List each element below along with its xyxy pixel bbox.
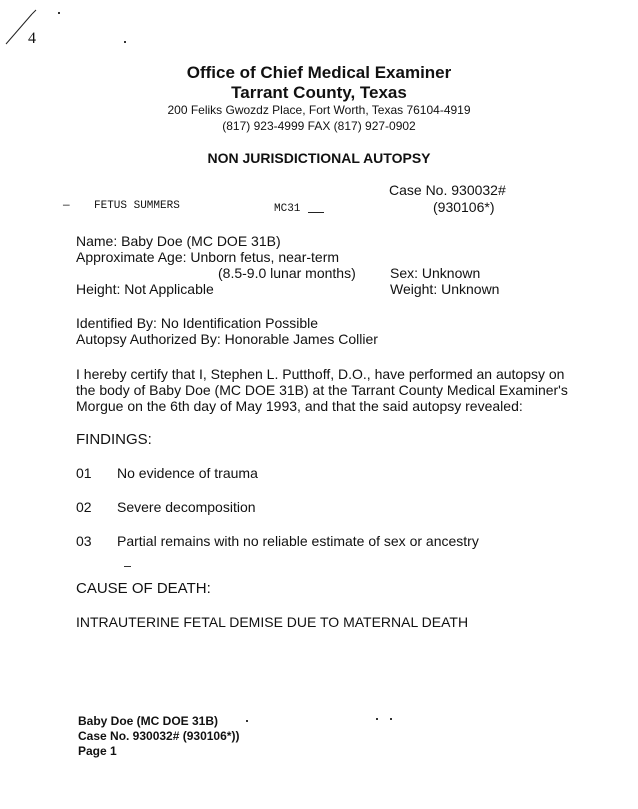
cause-of-death-heading: CAUSE OF DEATH: xyxy=(76,580,211,597)
certification-line: I hereby certify that I, Stephen L. Putthoff, D.O., have performed an autopsy on xyxy=(76,366,565,382)
identified-by: Identified By: No Identification Possible xyxy=(76,315,319,331)
alternate-case-number: (930106*) xyxy=(433,199,495,215)
handwritten-slash-mark xyxy=(2,8,42,53)
stamp-dash: — xyxy=(63,200,70,212)
approximate-age-range: (8.5-9.0 lunar months) xyxy=(218,265,356,281)
scan-dash-mark xyxy=(124,566,131,567)
mc-label: MC31 xyxy=(274,203,301,215)
county-title: Tarrant County, Texas xyxy=(231,83,407,102)
certification-line: the body of Baby Doe (MC DOE 31B) at the Tarrant County Medical Examiner's xyxy=(76,382,568,398)
case-number: Case No. 930032# xyxy=(389,182,506,198)
approximate-age: Approximate Age: Unborn fetus, near-term xyxy=(76,249,340,265)
cause-of-death-text: INTRAUTERINE FETAL DEMISE DUE TO MATERNAL DEATH xyxy=(76,614,469,630)
scan-speck xyxy=(246,720,248,722)
height-field: Height: Not Applicable xyxy=(76,281,214,297)
scan-speck xyxy=(376,718,378,720)
finding-text: Severe decomposition xyxy=(117,499,256,515)
finding-number: 01 xyxy=(76,465,92,481)
finding-number: 02 xyxy=(76,499,92,515)
finding-number: 03 xyxy=(76,533,92,549)
document-title: NON JURISDICTIONAL AUTOPSY xyxy=(207,150,431,166)
sex-field: Sex: Unknown xyxy=(390,265,481,281)
office-title: Office of Chief Medical Examiner xyxy=(186,63,452,82)
autopsy-authorized-by: Autopsy Authorized By: Honorable James Collier xyxy=(76,331,378,347)
office-address: 200 Feliks Gwozdz Place, Fort Worth, Texas 76104-4919 xyxy=(167,103,471,117)
fetus-label: FETUS SUMMERS xyxy=(94,200,180,212)
finding-text: No evidence of trauma xyxy=(117,465,258,481)
weight-field: Weight: Unknown xyxy=(390,281,500,297)
finding-text: Partial remains with no reliable estimate of sex or ancestry xyxy=(117,533,479,549)
scan-speck xyxy=(58,12,60,14)
office-phone: (817) 923-4999 FAX (817) 927-0902 xyxy=(222,119,416,133)
decedent-name: Name: Baby Doe (MC DOE 31B) xyxy=(76,233,281,249)
handwritten-page-number: 4 xyxy=(28,30,36,47)
footer-decedent: Baby Doe (MC DOE 31B) xyxy=(78,714,219,728)
scan-speck xyxy=(390,718,392,720)
certification-line: Morgue on the 6th day of May 1993, and that the said autopsy revealed: xyxy=(76,398,523,414)
findings-heading: FINDINGS: xyxy=(76,431,152,448)
footer-page-number: Page 1 xyxy=(78,744,117,758)
scan-speck xyxy=(124,41,126,43)
mc-underline xyxy=(308,212,324,213)
footer-case-number: Case No. 930032# (930106*)) xyxy=(78,729,240,743)
